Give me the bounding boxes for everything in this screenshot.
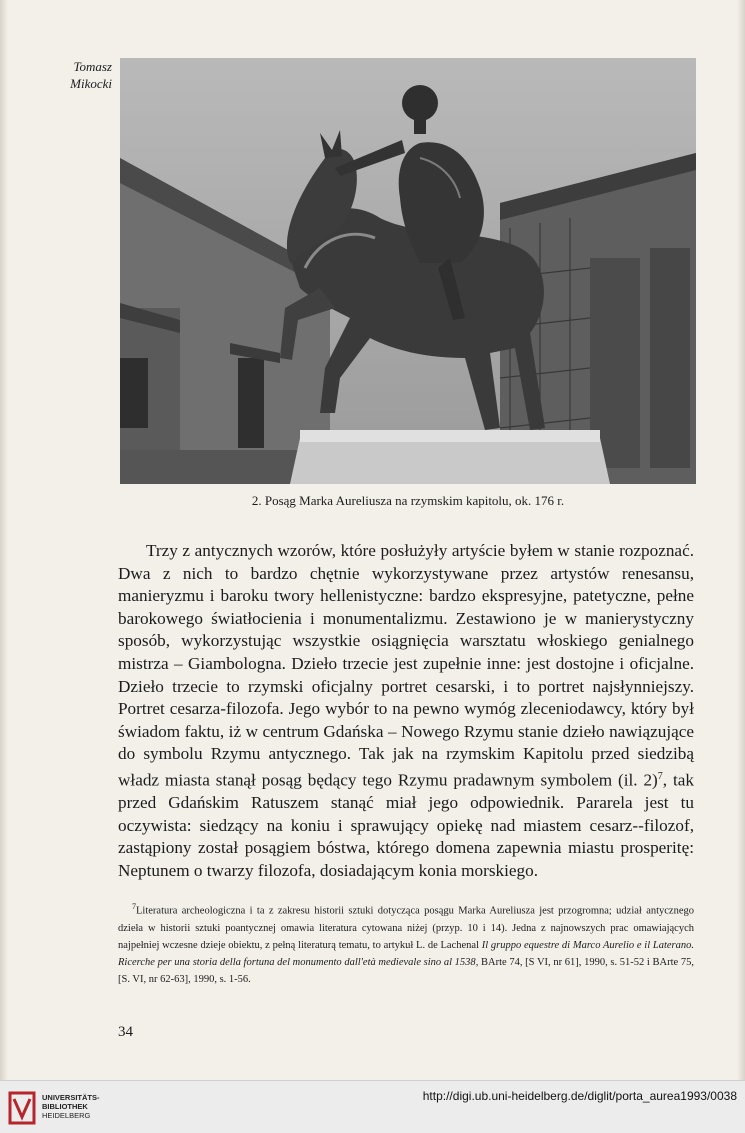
footnote-number: 7 [132,902,136,911]
library-name-line2: BIBLIOTHEK [42,1102,88,1111]
footnote-reference: 7 [657,770,663,782]
figure-caption: 2. Posąg Marka Aureliusza na rzymskim kapitolu, ok. 176 r. [251,493,565,508]
library-name-line1: UNIVERSITÄTS- [42,1093,100,1102]
page-edge-shadow-left [0,0,8,1080]
running-header-author [40,58,112,92]
paragraph-text: Trzy z antycznych wzorów, które posłużyły artyście byłem w stanie rozpoznać. Dwa z nich to bardzo chętnie wykorzystywane przez artystów renesansu, manieryzmu i baroku twory hellenistyczne: bardzo ekspresyjne, patetyczne, pełne barokowego światłocienia i monumentalizmu. Zestawiono je w manierystyczny sposób, wykorzystując wszystkie osiągnięcia warsztatu włoskiego genialnego mistrza – Giambologna. Dzieło trzecie jest zupełnie inne: jest dostojne i oficjalne. Dzieło trzecie to rzymski oficjalny portret cesarski, i to portret najsłynniejszy. Portret cesarza-filozofa. Jego wybór to na pewno wymóg zleceniodawcy, który był świadom faktu, iż w centrum Gdańska – Nowego Rzymu stanie dzieło nawiązujące do symbolu Rzymu antycznego. Tak jak na rzymskim Kapitolu przed siedzibą władz miasta stanął posąg będący tego Rzymu pradawnym symbolem (il. 2) [118,541,694,790]
figure-photo-marcus-aurelius [120,58,696,484]
footnote [118,898,694,988]
footnote-cited-title: Il gruppo equestre di Marco Aurelio e il Laterano. Ricerche per una storia della fortuna del monumento dall'età medievale sino al 1538 [118,939,695,968]
page-number: 34 [118,1024,133,1040]
digitization-footer [0,1080,745,1133]
page-edge-shadow-right [737,0,745,1080]
library-name-line3: HEIDELBERG [42,1111,91,1120]
main-paragraph [118,540,694,883]
equestrian-statue-photo [120,58,696,484]
author-first-name: Tomasz [73,59,112,74]
university-library-logo-icon [8,1091,36,1125]
footnote-text-b: , BArte 74, [S VI, nr 61], 1990, s. 51-52 i BArte 75, [S. VI, nr 62-63], 1990, s. 1-56. [118,956,694,985]
paragraph-text-end: , tak przed Gdańskim Ratuszem stanąć miał jego odpowiednik. Pararela jest tu oczywista: siedzący na koniu i sprawujący opiekę nad miastem cesarz--filozof, zastąpiony został posągiem bóstwa, którego domena zapewnia miastu prosperitę: Neptunem o twarzy filozofa, dosiadającym konia morskiego. [118,770,695,881]
author-last-name: Mikocki [70,76,112,91]
source-url-link[interactable]: http://digi.ub.uni-heidelberg.de/diglit/porta_aurea1993/0038 [422,1089,737,1103]
library-name [42,1093,100,1120]
footnote-text-a: Literatura archeologiczna i ta z zakresu historii sztuki dotycząca posągu Marka Aureliusza jest przogromna; udział antycznego dzieła w historii sztuki poantycznej omawia literatura cytowana niżej (przyp. 10 i 14). Jedna z najnowszych prac omawiających najpełniej wczesne dzieje obiektu, z pełną literaturą tematu, to artykuł L. de Lachenal [118,905,694,951]
